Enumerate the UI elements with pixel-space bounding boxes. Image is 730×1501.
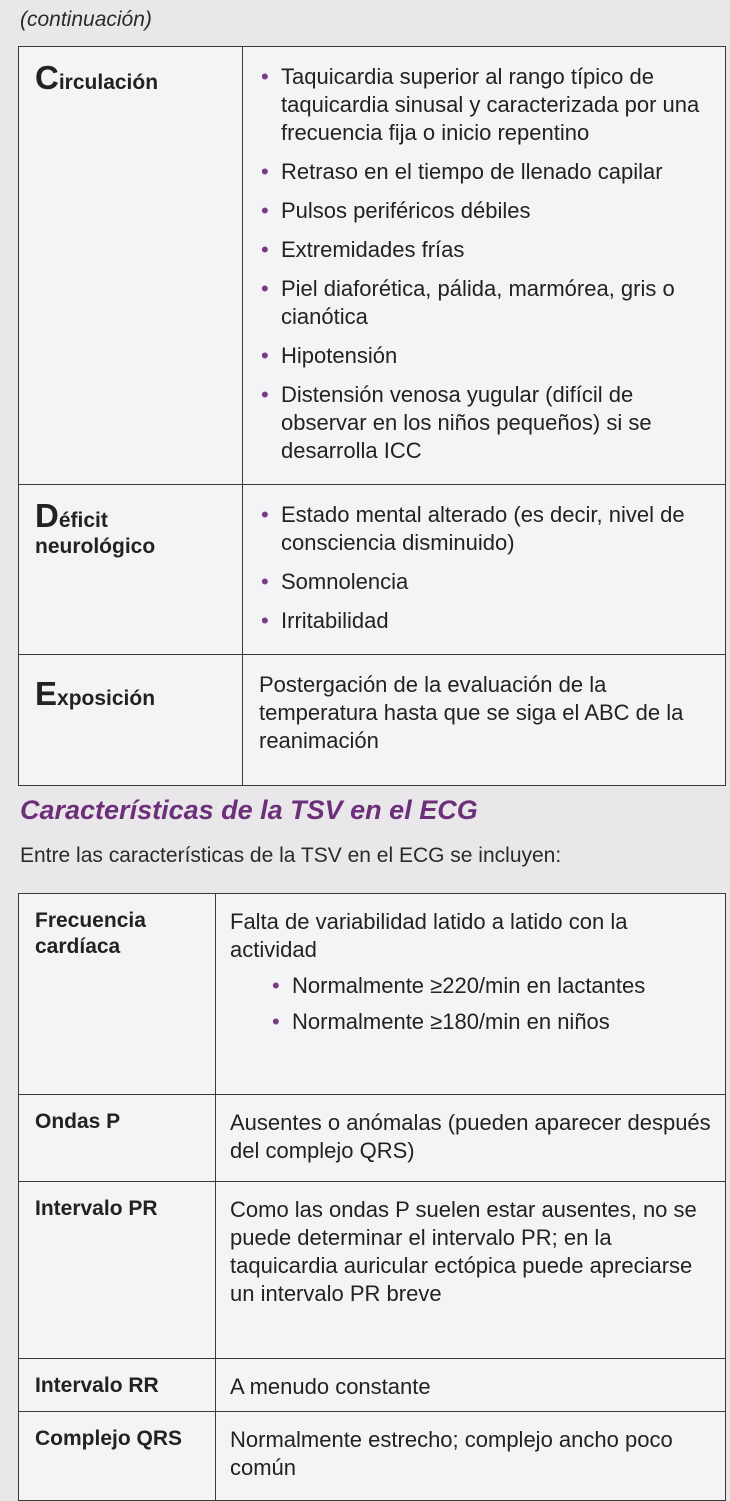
list-item: • Hipotensión: [259, 342, 711, 370]
row-label: Intervalo RR: [19, 1359, 216, 1412]
table-row: [19, 1359, 726, 1412]
section-intro: Entre las características de la TSV en el ECG se incluyen:: [20, 844, 562, 867]
row-content: [216, 894, 726, 1095]
row-content: [243, 47, 726, 485]
row-label: Frecuencia cardíaca: [19, 894, 216, 1095]
list-item: • Estado mental alterado (es decir, nivel de consciencia disminuido): [259, 501, 711, 557]
row-label: Ondas P: [19, 1095, 216, 1182]
list-item: • Extremidades frías: [259, 236, 711, 264]
bullet-list: [259, 501, 711, 635]
list-item: • Normalmente ≥180/min en niños: [270, 1008, 713, 1036]
table-row: [19, 1095, 726, 1182]
list-item: • Irritabilidad: [259, 607, 711, 635]
list-item: • Pulsos periféricos débiles: [259, 197, 711, 225]
row-label-deficit: Déficit neurológico: [19, 485, 243, 655]
list-item: • Somnolencia: [259, 568, 711, 596]
table-row: [19, 894, 726, 1095]
assessment-table: [18, 46, 726, 786]
row-content: Normalmente estrecho; complejo ancho poco común: [216, 1412, 726, 1501]
ecg-table: [18, 893, 726, 1501]
row-content: [243, 485, 726, 655]
table-row: [19, 655, 726, 786]
row-label: Intervalo PR: [19, 1182, 216, 1359]
row-label-exposicion: Exposición: [19, 655, 243, 786]
initial-letter: D: [35, 497, 59, 534]
table-row: [19, 47, 726, 485]
row-text: Falta de variabilidad latido a latido con la actividad: [230, 909, 628, 962]
table-row: [19, 485, 726, 655]
initial-letter: C: [35, 59, 59, 96]
table-row: [19, 1412, 726, 1501]
list-item: • Distensión venosa yugular (difícil de observar en los niños pequeños) si se desarrolla ICC: [259, 381, 711, 465]
section-heading: Características de la TSV en el ECG: [20, 795, 478, 825]
row-label-circulacion: Circulación: [19, 47, 243, 485]
continuation-label: (continuación): [20, 8, 152, 31]
list-item: • Piel diaforética, pálida, marmórea, gris o cianótica: [259, 275, 711, 331]
list-item: • Normalmente ≥220/min en lactantes: [270, 972, 713, 1000]
table-row: [19, 1182, 726, 1359]
list-item: • Taquicardia superior al rango típico de taquicardia sinusal y caracterizada por una frecuencia fija o inicio repentino: [259, 63, 711, 147]
row-content: Como las ondas P suelen estar ausentes, no se puede determinar el intervalo PR; en la taquicardia auricular ectópica puede apreciarse un intervalo PR breve: [216, 1182, 726, 1359]
bullet-list: [259, 63, 711, 465]
initial-letter: E: [35, 675, 58, 712]
list-item: • Retraso en el tiempo de llenado capilar: [259, 158, 711, 186]
row-content: Ausentes o anómalas (pueden aparecer después del complejo QRS): [216, 1095, 726, 1182]
row-content: A menudo constante: [216, 1359, 726, 1412]
bullet-list: [270, 972, 713, 1036]
row-content: Postergación de la evaluación de la temperatura hasta que se siga el ABC de la reanimación: [243, 655, 726, 786]
row-label: Complejo QRS: [19, 1412, 216, 1501]
